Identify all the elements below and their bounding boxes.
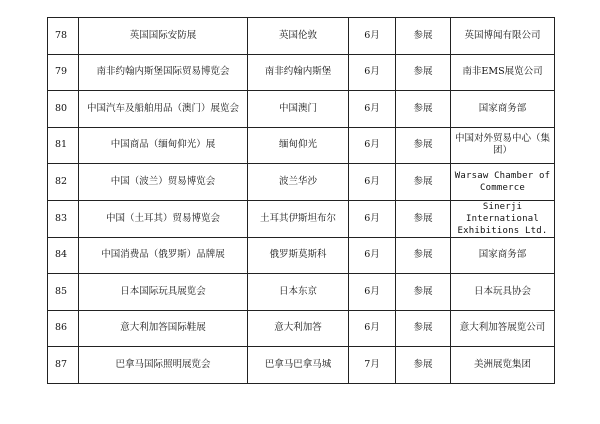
table-body bbox=[48, 18, 555, 384]
cell-exhibition-name: 巴拿马国际照明展览会 bbox=[79, 347, 248, 384]
cell-organizer: 中国对外贸易中心（集 团） bbox=[451, 127, 555, 164]
cell-number: 79 bbox=[48, 54, 79, 91]
cell-organizer: 南非EMS展览公司 bbox=[451, 54, 555, 91]
cell-organizer: 英国博闻有限公司 bbox=[451, 18, 555, 55]
table-row bbox=[48, 18, 555, 55]
cell-number: 84 bbox=[48, 237, 79, 274]
cell-location: 俄罗斯莫斯科 bbox=[248, 237, 349, 274]
cell-month: 6月 bbox=[349, 18, 396, 55]
cell-number: 83 bbox=[48, 200, 79, 237]
cell-location: 缅甸仰光 bbox=[248, 127, 349, 164]
cell-month: 6月 bbox=[349, 127, 396, 164]
cell-participation: 参展 bbox=[396, 347, 451, 384]
cell-number: 85 bbox=[48, 274, 79, 311]
cell-location: 土耳其伊斯坦布尔 bbox=[248, 200, 349, 237]
cell-organizer: 美洲展览集团 bbox=[451, 347, 555, 384]
cell-exhibition-name: 英国国际安防展 bbox=[79, 18, 248, 55]
cell-month: 6月 bbox=[349, 274, 396, 311]
cell-exhibition-name: 日本国际玩具展览会 bbox=[79, 274, 248, 311]
cell-exhibition-name: 意大利加答国际鞋展 bbox=[79, 310, 248, 347]
cell-month: 6月 bbox=[349, 310, 396, 347]
table-row bbox=[48, 164, 555, 201]
table-row bbox=[48, 91, 555, 128]
table-row bbox=[48, 200, 555, 237]
table-row bbox=[48, 127, 555, 164]
cell-location: 南非约翰内斯堡 bbox=[248, 54, 349, 91]
cell-number: 78 bbox=[48, 18, 79, 55]
cell-organizer: Sinerji International Exhibitions Ltd. bbox=[451, 200, 555, 237]
cell-exhibition-name: 中国汽车及船舶用品（澳门）展览会 bbox=[79, 91, 248, 128]
cell-participation: 参展 bbox=[396, 127, 451, 164]
cell-month: 6月 bbox=[349, 91, 396, 128]
cell-exhibition-name: 南非约翰内斯堡国际贸易博览会 bbox=[79, 54, 248, 91]
cell-location: 巴拿马巴拿马城 bbox=[248, 347, 349, 384]
cell-participation: 参展 bbox=[396, 274, 451, 311]
cell-organizer: Warsaw Chamber of Commerce bbox=[451, 164, 555, 201]
cell-location: 英国伦敦 bbox=[248, 18, 349, 55]
table-row bbox=[48, 310, 555, 347]
cell-participation: 参展 bbox=[396, 54, 451, 91]
cell-participation: 参展 bbox=[396, 200, 451, 237]
cell-location: 波兰华沙 bbox=[248, 164, 349, 201]
cell-month: 6月 bbox=[349, 237, 396, 274]
cell-participation: 参展 bbox=[396, 18, 451, 55]
cell-location: 中国澳门 bbox=[248, 91, 349, 128]
cell-organizer: 意大利加答展览公司 bbox=[451, 310, 555, 347]
cell-number: 81 bbox=[48, 127, 79, 164]
cell-month: 6月 bbox=[349, 164, 396, 201]
cell-exhibition-name: 中国消费品（俄罗斯）品牌展 bbox=[79, 237, 248, 274]
cell-number: 87 bbox=[48, 347, 79, 384]
table-row bbox=[48, 347, 555, 384]
cell-exhibition-name: 中国（波兰）贸易博览会 bbox=[79, 164, 248, 201]
table-row bbox=[48, 54, 555, 91]
cell-number: 86 bbox=[48, 310, 79, 347]
cell-number: 80 bbox=[48, 91, 79, 128]
cell-month: 7月 bbox=[349, 347, 396, 384]
cell-location: 意大利加答 bbox=[248, 310, 349, 347]
cell-organizer: 国家商务部 bbox=[451, 91, 555, 128]
cell-exhibition-name: 中国（土耳其）贸易博览会 bbox=[79, 200, 248, 237]
cell-number: 82 bbox=[48, 164, 79, 201]
cell-location: 日本东京 bbox=[248, 274, 349, 311]
cell-participation: 参展 bbox=[396, 91, 451, 128]
cell-exhibition-name: 中国商品（缅甸仰光）展 bbox=[79, 127, 248, 164]
cell-participation: 参展 bbox=[396, 310, 451, 347]
cell-month: 6月 bbox=[349, 200, 396, 237]
cell-organizer: 日本玩具协会 bbox=[451, 274, 555, 311]
table-row bbox=[48, 237, 555, 274]
cell-organizer: 国家商务部 bbox=[451, 237, 555, 274]
cell-participation: 参展 bbox=[396, 164, 451, 201]
exhibition-table bbox=[47, 17, 555, 384]
cell-month: 6月 bbox=[349, 54, 396, 91]
cell-participation: 参展 bbox=[396, 237, 451, 274]
table-row bbox=[48, 274, 555, 311]
